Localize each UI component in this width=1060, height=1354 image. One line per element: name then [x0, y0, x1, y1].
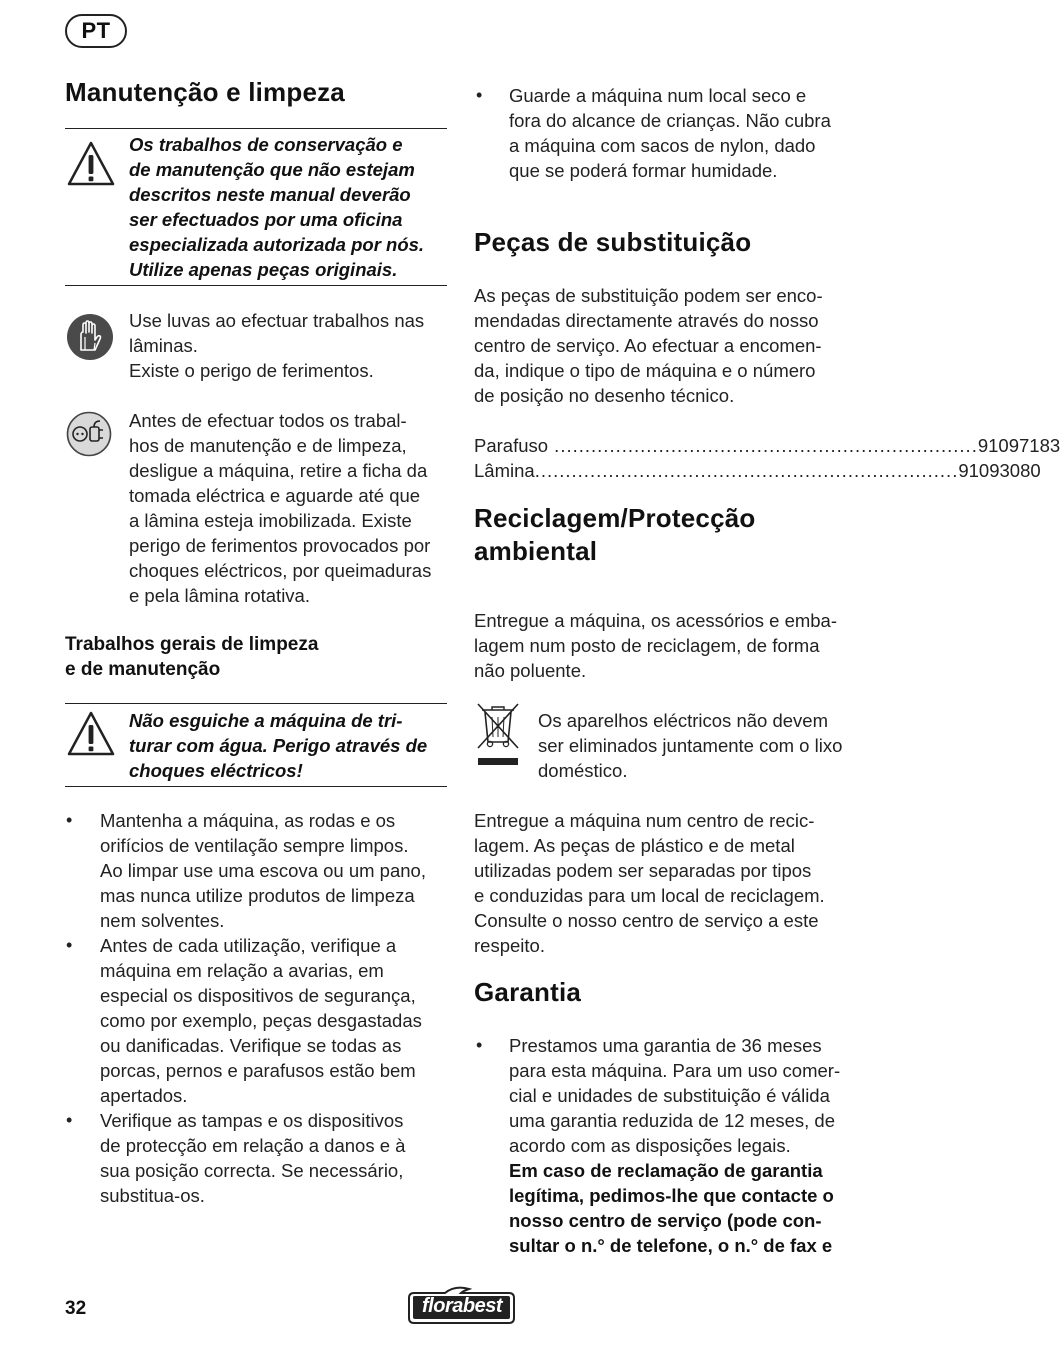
- text-line: descritos neste manual deverão: [129, 184, 411, 205]
- text-line: centro de serviço. Ao efectuar a encomen-: [474, 335, 822, 356]
- text-line: doméstico.: [538, 760, 628, 781]
- text-line: uma garantia reduzida de 12 meses, de: [509, 1110, 836, 1131]
- text-line: sultar o n.° de telefone, o n.° de fax e: [509, 1235, 833, 1256]
- text-line: Prestamos uma garantia de 36 meses: [509, 1035, 822, 1056]
- text-line: ambiental: [474, 536, 598, 566]
- weee-note: [538, 708, 842, 783]
- text-line: que se poderá formar humidade.: [509, 160, 778, 181]
- storage-bullet: [509, 83, 831, 183]
- text-line: respeito.: [474, 935, 545, 956]
- section-title-spare-parts: Peças de substituição: [474, 227, 752, 257]
- text-line: e pela lâmina rotativa.: [129, 585, 310, 606]
- text-line: Antes de efectuar todos os trabal-: [129, 410, 407, 431]
- unplug-icon: [66, 411, 112, 457]
- warning1-text: [129, 132, 424, 282]
- text-line: nosso centro de serviço (pode con-: [509, 1210, 822, 1231]
- text-line: máquina em relação a avarias, em: [100, 960, 384, 981]
- text-line: Mantenha a máquina, as rodas e os: [100, 810, 396, 831]
- text-line: a lâmina esteja imobilizada. Existe: [129, 510, 412, 531]
- text-line: utilizadas podem ser separadas por tipos: [474, 860, 812, 881]
- bullet-dot: •: [66, 810, 73, 830]
- text-line: desligue a máquina, retire a ficha da: [129, 460, 428, 481]
- warning2-bottom-rule: [65, 786, 447, 787]
- text-line: Use luvas ao efectuar trabalhos nas: [129, 310, 425, 331]
- text-line: legítima, pedimos-lhe que contacte o: [509, 1185, 834, 1206]
- bullet-dot: •: [66, 935, 73, 955]
- text-line: Entregue a máquina, os acessórios e emba-: [474, 610, 838, 631]
- text-line: cial e unidades de substituição é válida: [509, 1085, 830, 1106]
- text-line: porcas, pernos e parafusos estão bem: [100, 1060, 416, 1081]
- warning1-top-rule: [65, 128, 447, 129]
- gloves-icon: [66, 313, 114, 361]
- spare-parts-text: [474, 283, 823, 408]
- warning1-bottom-rule: [65, 285, 447, 286]
- unplug-note: [129, 408, 431, 608]
- bullet-dot: •: [66, 1110, 73, 1130]
- spare-parts-list: [474, 433, 1060, 483]
- text-line: Utilize apenas peças originais.: [129, 259, 398, 280]
- section-title-warranty: Garantia: [474, 977, 582, 1007]
- warning2-top-rule: [65, 703, 447, 704]
- list-item: [100, 808, 426, 933]
- text-line: não poluente.: [474, 660, 587, 681]
- text-line: Não esguiche a máquina de tri-: [129, 710, 403, 731]
- text-line: ser eliminados juntamente com o lixo: [538, 735, 843, 756]
- recycling-text: [474, 608, 837, 683]
- text-line: Os aparelhos eléctricos não devem: [538, 710, 828, 731]
- list-item: [100, 1108, 405, 1208]
- text-line: Antes de cada utilização, verifique a: [100, 935, 397, 956]
- spare-part-number: 91097183: [977, 435, 1060, 456]
- text-line: Os trabalhos de conservação e: [129, 134, 403, 155]
- text-line: Consulte o nosso centro de serviço a este: [474, 910, 819, 931]
- text-line: especializada autorizada por nós.: [129, 234, 425, 255]
- text-line: turar com água. Perigo através de: [129, 735, 428, 756]
- text-line: Guarde a máquina num local seco e: [509, 85, 807, 106]
- text-line: da, indique o tipo de máquina e o número: [474, 360, 816, 381]
- text-line: lagem. As peças de plástico e de metal: [474, 835, 795, 856]
- text-line: ser efectuados por uma oficina: [129, 209, 403, 230]
- dot-leader: .....................................................................: [534, 460, 959, 481]
- text-line: apertados.: [100, 1085, 188, 1106]
- text-line: a máquina com sacos de nylon, dado: [509, 135, 816, 156]
- spare-part-row: [474, 433, 1060, 458]
- text-line: Em caso de reclamação de garantia: [509, 1160, 823, 1181]
- text-line: mendadas directamente através do nosso: [474, 310, 819, 331]
- page-number: 32: [65, 1298, 87, 1319]
- warning2-text: [129, 708, 427, 783]
- text-line: como por exemplo, peças desgastadas: [100, 1010, 422, 1031]
- text-line: e conduzidas para um local de reciclagem.: [474, 885, 825, 906]
- spare-part-number: 91093080: [958, 460, 1041, 481]
- text-line: e de manutenção: [65, 659, 221, 680]
- text-line: Entregue a máquina num centro de recic-: [474, 810, 815, 831]
- text-line: lagem num posto de reciclagem, de forma: [474, 635, 820, 656]
- text-line: Trabalhos gerais de limpeza: [65, 634, 319, 655]
- text-line: tomada eléctrica e aguarde até que: [129, 485, 421, 506]
- recycling-text-2: [474, 808, 825, 958]
- language-badge: [65, 14, 127, 48]
- text-line: Existe o perigo de ferimentos.: [129, 360, 374, 381]
- bullet-dot: •: [476, 85, 483, 105]
- subsection-title-general-cleaning: [65, 632, 318, 682]
- text-line: As peças de substituição podem ser enco-: [474, 285, 823, 306]
- text-line: Verifique as tampas e os dispositivos: [100, 1110, 404, 1131]
- warranty-text: [509, 1033, 840, 1258]
- section-title-recycling: [474, 502, 755, 568]
- text-line: sua posição correcta. Se necessário,: [100, 1160, 404, 1181]
- text-line: orifícios de ventilação sempre limpos.: [100, 835, 409, 856]
- text-line: de manutenção que não estejam: [129, 159, 415, 180]
- text-line: hos de manutenção e de limpeza,: [129, 435, 407, 456]
- text-line: Reciclagem/Protecção: [474, 503, 756, 533]
- text-line: choques eléctricos, por queimaduras: [129, 560, 432, 581]
- text-line: nem solventes.: [100, 910, 225, 931]
- brand-logo: [405, 1286, 517, 1326]
- brand-logo-text: florabest: [422, 1295, 502, 1317]
- text-line: mas nunca utilize produtos de limpeza: [100, 885, 415, 906]
- spare-part-name: Lâmina: [474, 460, 535, 481]
- text-line: Ao limpar use uma escova ou um pano,: [100, 860, 426, 881]
- spare-part-row: [474, 458, 1041, 483]
- section-title-maintenance: Manutenção e limpeza: [65, 77, 345, 107]
- text-line: especial os dispositivos de segurança,: [100, 985, 416, 1006]
- language-badge-label: PT: [81, 18, 111, 43]
- gloves-note: [129, 308, 424, 383]
- text-line: substitua-os.: [100, 1185, 205, 1206]
- weee-bin-icon: [474, 700, 522, 768]
- warning-icon: [66, 140, 116, 188]
- text-line: acordo com as disposições legais.: [509, 1135, 791, 1156]
- text-line: de posição no desenho técnico.: [474, 385, 735, 406]
- text-line: para esta máquina. Para um uso comer-: [509, 1060, 841, 1081]
- text-line: de protecção em relação a danos e à: [100, 1135, 406, 1156]
- text-line: fora do alcance de crianças. Não cubra: [509, 110, 831, 131]
- dot-leader: .....................................................................: [548, 435, 978, 456]
- text-line: perigo de ferimentos provocados por: [129, 535, 431, 556]
- list-item: [100, 933, 422, 1108]
- text-line: lâminas.: [129, 335, 198, 356]
- text-line: choques eléctricos!: [129, 760, 303, 781]
- text-line: ou danificadas. Verifique se todas as: [100, 1035, 402, 1056]
- spare-part-name: Parafuso: [474, 435, 549, 456]
- bullet-dot: •: [476, 1035, 483, 1055]
- warning-icon: [66, 710, 116, 758]
